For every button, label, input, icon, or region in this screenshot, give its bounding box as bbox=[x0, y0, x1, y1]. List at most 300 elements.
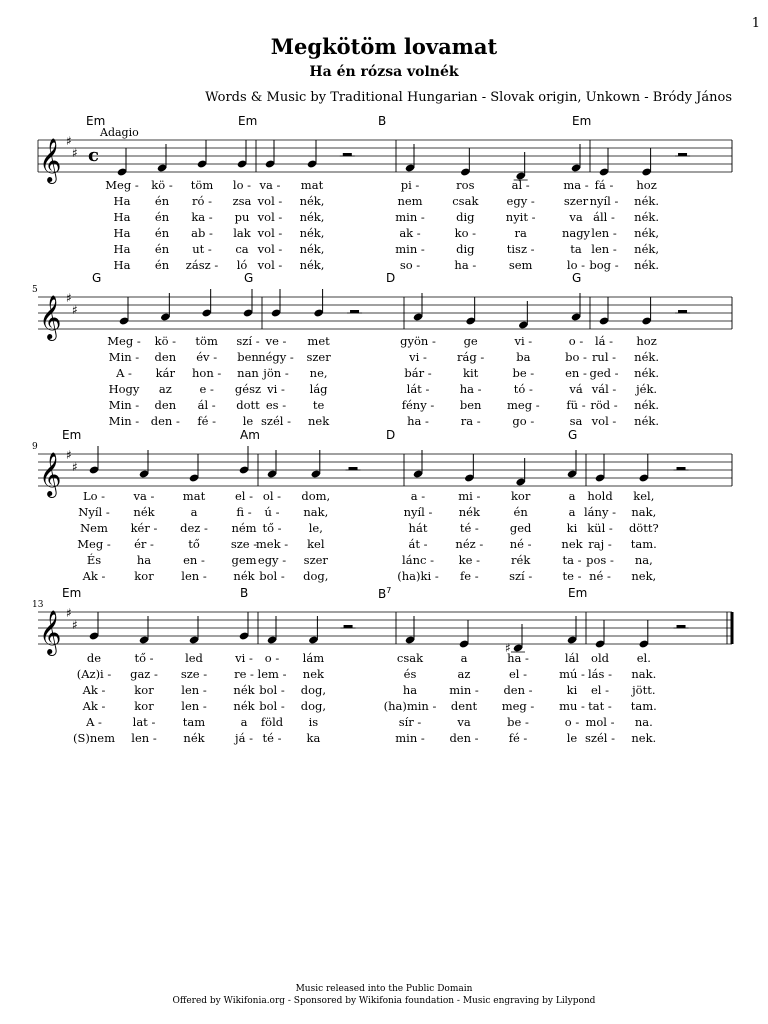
lyric-syllable: va - bbox=[133, 489, 155, 503]
lyric-syllable: Ha bbox=[113, 194, 131, 208]
lyric-syllable: ál - bbox=[197, 398, 216, 412]
lyric-syllable: va bbox=[457, 715, 471, 729]
lyric-syllable: lat - bbox=[132, 715, 156, 729]
lyric-syllable: Ak - bbox=[82, 683, 106, 697]
lyric-syllable: nek bbox=[302, 667, 324, 681]
lyric-syllable: a bbox=[460, 651, 468, 665]
lyric-syllable: bog - bbox=[589, 258, 619, 272]
lyric-syllable: lem - bbox=[257, 667, 287, 681]
lyric-syllable: röd - bbox=[590, 398, 618, 412]
half-rest-icon bbox=[677, 625, 686, 628]
lyric-syllable: zász - bbox=[185, 258, 219, 272]
lyric-syllable: met bbox=[307, 334, 330, 348]
lyric-syllable: ne, bbox=[309, 366, 328, 380]
lyric-syllable: az bbox=[457, 667, 471, 681]
lyric-syllable: nék bbox=[183, 731, 205, 745]
lyric-syllable: rág - bbox=[457, 350, 485, 364]
common-time-icon: c bbox=[88, 145, 99, 166]
sharp-icon: ♯ bbox=[66, 448, 72, 462]
lyric-syllable: gem bbox=[231, 553, 257, 567]
lyric-syllable: ha - bbox=[454, 258, 477, 272]
lyric-syllable: szí - bbox=[236, 334, 260, 348]
lyric-syllable: nék bbox=[233, 699, 255, 713]
lyric-syllable: én bbox=[154, 194, 170, 208]
lyric-syllable: Nyíl - bbox=[78, 505, 110, 519]
lyric-syllable: den - bbox=[150, 414, 180, 428]
lyric-syllable: nan bbox=[237, 366, 259, 380]
lyric-syllable: vol - bbox=[257, 210, 283, 224]
lyric-syllable: lak bbox=[233, 226, 251, 240]
lyric-syllable: át - bbox=[408, 537, 428, 551]
lyric-syllable: kér - bbox=[130, 521, 158, 535]
lyric-syllable: dom, bbox=[301, 489, 331, 503]
chord-symbol: Em bbox=[86, 114, 106, 128]
sharp-icon: ♯ bbox=[66, 291, 72, 305]
lyric-syllable: bár - bbox=[404, 366, 432, 380]
lyric-syllable: be - bbox=[512, 366, 535, 380]
lyric-syllable: va - bbox=[259, 178, 281, 192]
lyric-syllable: bol - bbox=[259, 569, 285, 583]
lyric-syllable: nek bbox=[308, 414, 330, 428]
lyric-syllable: ér - bbox=[134, 537, 154, 551]
lyric-syllable: nék. bbox=[634, 414, 660, 428]
lyric-syllable: az bbox=[158, 382, 172, 396]
lyric-syllable: hoz bbox=[636, 334, 657, 348]
lyric-syllable: vol - bbox=[257, 194, 283, 208]
lyric-syllable: nek bbox=[561, 537, 583, 551]
chord-symbol: B bbox=[240, 586, 249, 600]
lyric-syllable: va bbox=[569, 210, 583, 224]
lyric-syllable: o - bbox=[568, 334, 584, 348]
lyric-syllable: kor bbox=[134, 699, 154, 713]
sharp-icon: ♯ bbox=[72, 460, 78, 474]
lyric-syllable: gaz - bbox=[130, 667, 158, 681]
lyric-syllable: dig bbox=[456, 242, 475, 256]
lyric-syllable: ró - bbox=[192, 194, 212, 208]
lyric-syllable: ba bbox=[516, 350, 531, 364]
lyric-syllable: én bbox=[154, 258, 170, 272]
lyric-syllable: nék bbox=[233, 683, 255, 697]
lyric-syllable: o - bbox=[264, 651, 280, 665]
lyric-syllable: kor bbox=[510, 489, 531, 503]
lyric-syllable: lás - bbox=[588, 667, 612, 681]
lyric-syllable: fü - bbox=[566, 398, 586, 412]
lyric-syllable: szer bbox=[306, 350, 331, 364]
lyric-syllable: lám bbox=[302, 651, 325, 665]
lyric-syllable: Ak - bbox=[82, 569, 106, 583]
lyric-syllable: len - bbox=[591, 242, 617, 256]
lyric-syllable: den bbox=[154, 398, 177, 412]
lyric-syllable: szer bbox=[303, 553, 328, 567]
treble-clef-icon: 𝄞 bbox=[39, 610, 62, 654]
lyric-syllable: ka - bbox=[191, 210, 213, 224]
lyric-syllable: jék. bbox=[636, 382, 658, 396]
lyric-syllable: len - bbox=[181, 683, 207, 697]
sharp-icon: ♯ bbox=[72, 303, 78, 317]
lyric-syllable: nék, bbox=[299, 242, 325, 256]
lyric-syllable: Min - bbox=[108, 414, 140, 428]
lyric-syllable: en - bbox=[565, 366, 587, 380]
sharp-icon: ♯ bbox=[505, 641, 511, 655]
lyric-syllable: go - bbox=[512, 414, 535, 428]
lyric-syllable: ko - bbox=[454, 226, 477, 240]
lyric-syllable: so - bbox=[399, 258, 421, 272]
lyric-syllable: fény - bbox=[401, 398, 435, 412]
lyric-syllable: Meg - bbox=[105, 178, 139, 192]
lyric-syllable: ol - bbox=[262, 489, 282, 503]
chord-symbol: Am bbox=[240, 428, 260, 442]
lyric-syllable: néz - bbox=[455, 537, 484, 551]
lyric-syllable: dig bbox=[456, 210, 475, 224]
lyric-syllable: nem bbox=[397, 194, 423, 208]
lyric-syllable: szél - bbox=[585, 731, 615, 745]
lyric-syllable: nak. bbox=[631, 667, 657, 681]
lyric-syllable: el. bbox=[636, 651, 651, 665]
lyric-syllable: a bbox=[568, 489, 576, 503]
lyric-syllable: mat bbox=[182, 489, 206, 503]
lyric-syllable: is bbox=[308, 715, 319, 729]
lyric-syllable: el - bbox=[590, 683, 610, 697]
lyric-syllable: ca bbox=[235, 242, 249, 256]
lyric-syllable: a bbox=[240, 715, 248, 729]
lyric-syllable: meg - bbox=[501, 699, 535, 713]
lyric-syllable: len - bbox=[591, 226, 617, 240]
sharp-icon: ♯ bbox=[72, 146, 78, 160]
lyric-syllable: gyön - bbox=[400, 334, 436, 348]
composer-credit: Words & Music by Traditional Hungarian - Slovak origin, Unkown - Bródy János bbox=[205, 90, 732, 105]
lyric-syllable: a - bbox=[410, 489, 426, 503]
lyric-syllable: ben bbox=[459, 398, 482, 412]
lyric-syllable: Min - bbox=[108, 398, 140, 412]
lyric-syllable: csak bbox=[396, 651, 424, 665]
lyric-syllable: ged - bbox=[589, 366, 619, 380]
lyric-syllable: lát - bbox=[406, 382, 430, 396]
lyric-syllable: a bbox=[190, 505, 198, 519]
lyric-syllable: zsa bbox=[232, 194, 252, 208]
lyric-syllable: ros bbox=[456, 178, 475, 192]
chord-symbol: Em bbox=[238, 114, 258, 128]
lyric-syllable: kel, bbox=[633, 489, 655, 503]
lyric-syllable: ged bbox=[509, 521, 532, 535]
half-rest-icon bbox=[344, 625, 353, 628]
lyric-syllable: nék bbox=[458, 505, 480, 519]
footer-credits: Offered by Wikifonia.org - Sponsored by Wikifonia foundation - Music engraving by Lilypond bbox=[172, 996, 596, 1006]
lyric-syllable: nak, bbox=[631, 505, 657, 519]
lyric-syllable: lál bbox=[564, 651, 580, 665]
lyric-syllable: len - bbox=[131, 731, 157, 745]
lyric-syllable: sze - bbox=[180, 667, 208, 681]
lyric-syllable: föld bbox=[260, 715, 284, 729]
lyric-syllable: be - bbox=[507, 715, 529, 729]
lyric-syllable: én bbox=[513, 505, 528, 519]
lyric-syllable: ló bbox=[236, 258, 248, 272]
treble-clef-icon: 𝄞 bbox=[39, 295, 62, 339]
lyric-syllable: tő - bbox=[262, 521, 282, 535]
lyric-syllable: lo - bbox=[566, 258, 586, 272]
lyric-syllable: csak bbox=[452, 194, 479, 208]
lyric-syllable: vi - bbox=[409, 350, 427, 364]
lyric-syllable: nék, bbox=[299, 210, 325, 224]
lyric-syllable: nyíl - bbox=[589, 194, 619, 208]
chord-symbol: G bbox=[568, 428, 578, 442]
lyric-syllable: És bbox=[86, 553, 102, 567]
lyric-syllable: hon - bbox=[192, 366, 222, 380]
lyric-syllable: nék, bbox=[299, 194, 325, 208]
lyric-syllable: nék. bbox=[634, 350, 660, 364]
lyric-syllable: de bbox=[86, 651, 102, 665]
lyric-syllable: ma - bbox=[563, 178, 589, 192]
lyric-syllable: vi - bbox=[267, 382, 285, 396]
lyric-syllable: sem bbox=[508, 258, 533, 272]
lyric-syllable: ak - bbox=[399, 226, 421, 240]
lyric-syllable: hát bbox=[408, 521, 428, 535]
lyric-syllable: min - bbox=[395, 242, 425, 256]
lyric-syllable: le, bbox=[308, 521, 323, 535]
lyric-syllable: ném bbox=[231, 521, 257, 535]
lyric-syllable: tisz - bbox=[506, 242, 535, 256]
lyric-syllable: Ak - bbox=[82, 699, 106, 713]
measure-number: 9 bbox=[32, 442, 38, 452]
lyric-syllable: té - bbox=[262, 731, 282, 745]
lyric-syllable: ab - bbox=[191, 226, 213, 240]
lyric-syllable: le bbox=[242, 414, 254, 428]
lyric-syllable: nak, bbox=[303, 505, 329, 519]
lyric-syllable: tó - bbox=[513, 382, 533, 396]
lyric-syllable: led bbox=[185, 651, 203, 665]
lyric-syllable: le bbox=[566, 731, 578, 745]
lyric-syllable: tő bbox=[188, 537, 200, 551]
lyric-syllable: fé - bbox=[197, 414, 216, 428]
lyric-syllable: ki bbox=[566, 521, 578, 535]
lyric-syllable: vi - bbox=[235, 651, 253, 665]
lyric-syllable: ha - bbox=[459, 382, 482, 396]
lyric-syllable: el - bbox=[508, 667, 528, 681]
lyric-syllable: rék bbox=[511, 553, 531, 567]
lyric-syllable: Ha bbox=[113, 258, 131, 272]
chord-symbol: G bbox=[244, 271, 254, 285]
lyric-syllable: al - bbox=[511, 178, 530, 192]
lyric-syllable: na. bbox=[634, 715, 653, 729]
lyric-syllable: meg - bbox=[507, 398, 540, 412]
lyric-syllable: mek - bbox=[255, 537, 289, 551]
lyric-syllable: Meg - bbox=[77, 537, 111, 551]
lyric-syllable: dog, bbox=[300, 699, 327, 713]
lyric-syllable: dog, bbox=[303, 569, 329, 583]
lyric-syllable: szer bbox=[563, 194, 589, 208]
lyric-syllable: min - bbox=[395, 210, 425, 224]
lyric-syllable: négy - bbox=[258, 350, 294, 364]
lyric-syllable: dez - bbox=[180, 521, 208, 535]
lyric-syllable: mol - bbox=[585, 715, 615, 729]
lyric-syllable: hoz bbox=[636, 178, 657, 192]
lyric-syllable: pos - bbox=[586, 553, 614, 567]
lyric-syllable: lo - bbox=[232, 178, 252, 192]
lyric-syllable: és bbox=[403, 667, 417, 681]
lyric-syllable: ha - bbox=[507, 651, 529, 665]
lyric-syllable: len - bbox=[181, 569, 207, 583]
lyric-syllable: kor bbox=[134, 569, 154, 583]
lyric-syllable: nék, bbox=[634, 242, 660, 256]
chord-symbol: Em bbox=[62, 428, 82, 442]
lyric-syllable: lánc - bbox=[402, 553, 434, 567]
chord-symbol: D bbox=[386, 428, 396, 442]
lyric-syllable: sa bbox=[569, 414, 583, 428]
lyric-syllable: né - bbox=[509, 537, 532, 551]
lyric-syllable: én bbox=[154, 226, 170, 240]
chord-symbol: Em bbox=[62, 586, 82, 600]
lyric-syllable: kel bbox=[307, 537, 325, 551]
lyric-syllable: den bbox=[154, 350, 177, 364]
lyric-syllable: én bbox=[154, 210, 170, 224]
lyric-syllable: Meg - bbox=[107, 334, 141, 348]
lyric-syllable: kö - bbox=[151, 178, 173, 192]
lyric-syllable: dott bbox=[236, 398, 260, 412]
lyric-syllable: vi - bbox=[514, 334, 533, 348]
lyric-syllable: ka bbox=[306, 731, 321, 745]
chord-symbol: Em bbox=[568, 586, 588, 600]
lyric-syllable: ki bbox=[566, 683, 578, 697]
lyric-syllable: tam. bbox=[630, 699, 657, 713]
lyric-syllable: fá - bbox=[594, 178, 614, 192]
lyric-syllable: nek, bbox=[631, 569, 657, 583]
lyric-syllable: lág bbox=[309, 382, 328, 396]
lyric-syllable: den - bbox=[449, 731, 479, 745]
lyric-syllable: nék. bbox=[634, 258, 660, 272]
lyric-syllable: tő - bbox=[134, 651, 154, 665]
lyric-syllable: ke - bbox=[458, 553, 480, 567]
lyric-syllable: bo - bbox=[565, 350, 587, 364]
lyric-syllable: Hogy bbox=[108, 382, 140, 396]
lyric-syllable: a bbox=[568, 505, 576, 519]
lyric-syllable: töm bbox=[190, 178, 214, 192]
lyric-syllable: re - bbox=[234, 667, 254, 681]
lyric-syllable: pu bbox=[234, 210, 250, 224]
lyric-syllable: nek. bbox=[631, 731, 657, 745]
footer-public-domain: Music released into the Public Domain bbox=[295, 984, 473, 994]
lyric-syllable: fe - bbox=[460, 569, 479, 583]
lyric-syllable: né - bbox=[589, 569, 611, 583]
lyric-syllable: te - bbox=[562, 569, 582, 583]
lyric-syllable: (S)nem bbox=[73, 731, 115, 745]
lyric-syllable: el - bbox=[234, 489, 254, 503]
lyric-syllable: gész bbox=[234, 382, 262, 396]
lyric-syllable: nagy bbox=[561, 226, 591, 240]
lyric-syllable: vol - bbox=[591, 414, 617, 428]
lyric-syllable: nék bbox=[233, 569, 255, 583]
lyric-syllable: ha bbox=[136, 553, 152, 567]
lyric-syllable: ut - bbox=[192, 242, 212, 256]
lyric-syllable: bol - bbox=[259, 683, 285, 697]
lyric-syllable: jön - bbox=[263, 366, 289, 380]
lyric-syllable: Lo - bbox=[82, 489, 106, 503]
lyric-syllable: ge bbox=[463, 334, 478, 348]
lyric-syllable: jött. bbox=[632, 683, 656, 697]
lyric-syllable: nyíl - bbox=[403, 505, 433, 519]
lyric-syllable: vol - bbox=[257, 226, 283, 240]
lyric-syllable: mi - bbox=[458, 489, 481, 503]
lyric-syllable: Ha bbox=[113, 226, 131, 240]
lyric-syllable: tat - bbox=[588, 699, 612, 713]
lyric-syllable: vál - bbox=[591, 382, 617, 396]
lyric-syllable: áll - bbox=[593, 210, 615, 224]
lyric-syllable: Ha bbox=[113, 242, 131, 256]
lyric-syllable: egy - bbox=[506, 194, 535, 208]
lyric-syllable: szí - bbox=[509, 569, 533, 583]
lyric-syllable: sír - bbox=[398, 715, 422, 729]
lyric-syllable: dog, bbox=[300, 683, 327, 697]
lyric-syllable: ve - bbox=[265, 334, 287, 348]
lyric-syllable: bol - bbox=[259, 699, 285, 713]
lyric-syllable: Ha bbox=[113, 210, 131, 224]
chord-symbol: G bbox=[572, 271, 582, 285]
sharp-icon: ♯ bbox=[72, 618, 78, 632]
lyric-syllable: töm bbox=[195, 334, 218, 348]
tempo-marking: Adagio bbox=[100, 126, 139, 139]
treble-clef-icon: 𝄞 bbox=[39, 452, 62, 496]
lyric-syllable: kár bbox=[155, 366, 175, 380]
lyric-syllable: (ha)min - bbox=[383, 699, 437, 713]
lyric-syllable: nék, bbox=[299, 226, 325, 240]
lyric-syllable: dent bbox=[450, 699, 478, 713]
lyric-syllable: o - bbox=[564, 715, 580, 729]
page-number: 1 bbox=[751, 16, 760, 31]
song-subtitle: Ha én rózsa volnék bbox=[309, 64, 459, 80]
chord-symbol: $B^7$ bbox=[378, 586, 392, 601]
lyric-syllable: na, bbox=[634, 553, 653, 567]
lyric-syllable: (ha)ki - bbox=[397, 569, 439, 583]
lyric-syllable: vol - bbox=[257, 258, 283, 272]
lyric-syllable: év - bbox=[196, 350, 218, 364]
lyric-syllable: es - bbox=[265, 398, 287, 412]
lyric-syllable: ben bbox=[237, 350, 259, 364]
lyric-syllable: (Az)i - bbox=[76, 667, 112, 681]
lyric-syllable: fé - bbox=[508, 731, 528, 745]
lyric-syllable: A - bbox=[116, 366, 132, 380]
lyric-syllable: kor bbox=[134, 683, 154, 697]
lyric-syllable: tam. bbox=[630, 537, 657, 551]
chord-symbol: Em bbox=[572, 114, 592, 128]
lyric-syllable: té - bbox=[459, 521, 479, 535]
lyric-syllable: old bbox=[591, 651, 609, 665]
lyric-syllable: mú - bbox=[559, 667, 585, 681]
lyric-syllable: mat bbox=[300, 178, 324, 192]
chord-symbol: G bbox=[92, 271, 102, 285]
lyric-syllable: ú - bbox=[264, 505, 280, 519]
measure-number: 5 bbox=[32, 285, 38, 295]
lyric-syllable: nék, bbox=[299, 258, 325, 272]
lyric-syllable: szél - bbox=[261, 414, 291, 428]
lyric-syllable: egy - bbox=[257, 553, 287, 567]
lyric-syllable: nék bbox=[133, 505, 155, 519]
lyric-syllable: dött? bbox=[628, 521, 659, 535]
lyric-syllable: lá - bbox=[594, 334, 614, 348]
lyric-syllable: rul - bbox=[591, 350, 617, 364]
lyric-syllable: nék. bbox=[634, 210, 660, 224]
treble-clef-icon: 𝄞 bbox=[39, 138, 62, 182]
lyric-syllable: ra bbox=[514, 226, 527, 240]
lyric-syllable: ha - bbox=[407, 414, 429, 428]
lyric-syllable: den - bbox=[503, 683, 533, 697]
lyric-syllable: kit bbox=[463, 366, 479, 380]
lyric-syllable: já - bbox=[235, 731, 253, 745]
song-title: Megkötöm lovamat bbox=[270, 34, 498, 59]
chord-symbol: B bbox=[378, 114, 387, 128]
lyric-syllable: Min - bbox=[108, 350, 140, 364]
lyric-syllable: ra - bbox=[460, 414, 481, 428]
lyric-syllable: nék. bbox=[634, 194, 660, 208]
lyric-syllable: kül - bbox=[587, 521, 613, 535]
lyric-syllable: en - bbox=[183, 553, 205, 567]
